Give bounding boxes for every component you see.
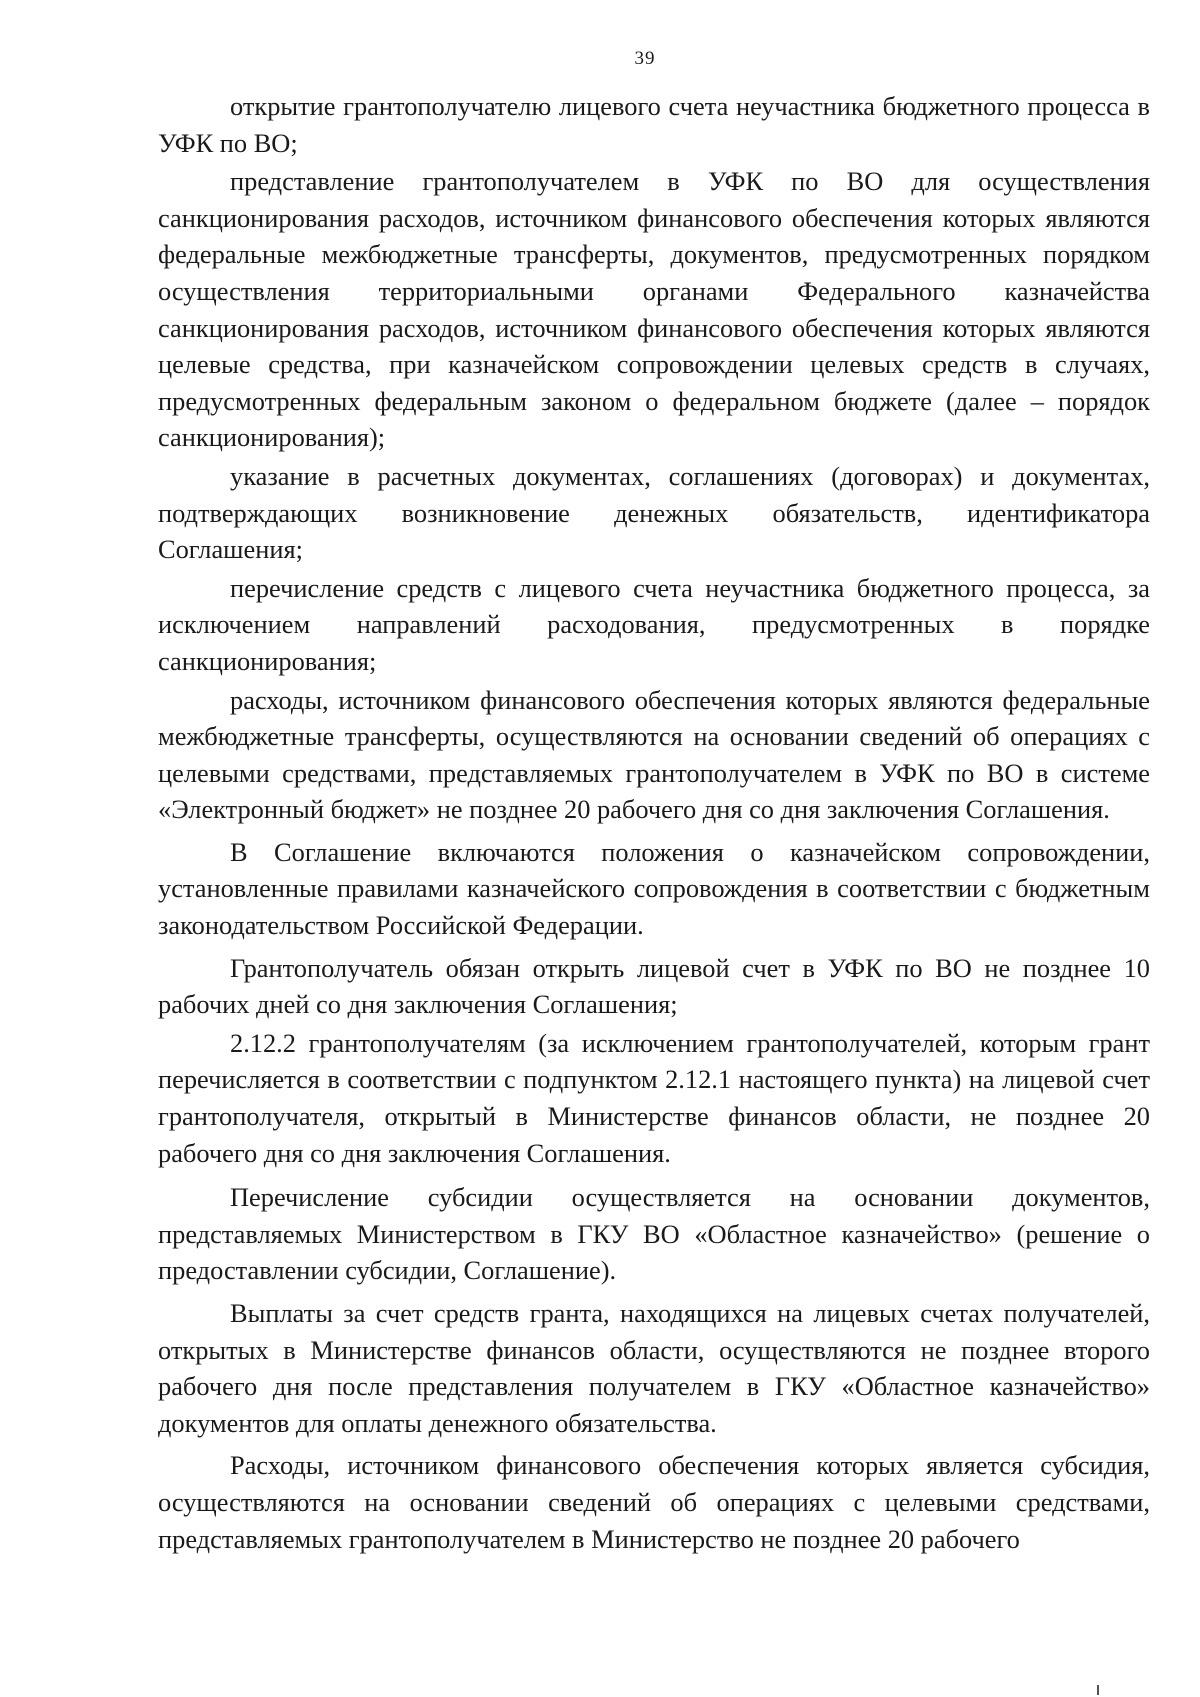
paragraph-10: Выплаты за счет средств гранта, находящихся на лицевых счетах получателей, открытых в Министерстве финансов области, осуществляются не позднее второго рабочего дня после представления получателем в ГКУ «Областное казначейство» документов для оплаты денежного обязательства.	[158, 1298, 1150, 1438]
paragraph-1: открытие грантополучателю лицевого счета неучастника бюджетного процесса в УФК по ВО;	[158, 91, 1150, 158]
paragraph-5: расходы, источником финансового обеспечения которых являются федеральные межбюджетные трансферты, осуществляются на основании сведений об операциях с целевыми средствами, представляемых грантополучателем в УФК по ВО в системе «Электронный бюджет» не позднее 20 рабочего дня со дня заключения Соглашения.	[158, 684, 1150, 825]
page-number: 39	[634, 48, 656, 69]
paragraph-4: перечисление средств с лицевого счета неучастника бюджетного процесса, за исключением направлений расходования, предусмотренных в порядке санкционирования;	[158, 572, 1150, 676]
paragraph-8: 2.12.2 грантополучателям (за исключением грантополучателей, которым грант перечисляется в соответствии с подпунктом 2.12.1 настоящего пункта) на лицевой счет грантополучателя, открытый в Министерстве финансов области, не позднее 20 рабочего дня со дня заключения Соглашения.	[158, 1027, 1150, 1168]
paragraph-7: Грантополучатель обязан открыть лицевой счет в УФК по ВО не позднее 10 рабочих дней со дня заключения Соглашения;	[158, 952, 1150, 1020]
paragraph-11: Расходы, источником финансового обеспечения которых является субсидия, осуществляются на основании сведений об операциях с целевыми средствами, представляемых грантополучателем в Министерство не позднее 20 рабочего	[158, 1450, 1150, 1554]
scan-speck	[1097, 1685, 1099, 1695]
document-body	[158, 88, 1150, 1557]
paragraph-6: В Соглашение включаются положения о казначейском сопровождении, установленные правилами казначейского сопровождения в соответствии с бюджетным законодательством Российской Федерации.	[158, 836, 1150, 941]
paragraph-3: указание в расчетных документах, соглашениях (договорах) и документах, подтверждающих возникновение денежных обязательств, идентификатора Соглашения;	[158, 460, 1150, 565]
paragraph-2: представление грантополучателем в УФК по ВО для осуществления санкционирования расходов, источником финансового обеспечения которых являются федеральные межбюджетные трансферты, документов, предусмотренных порядком осуществления территориальными органами Федерального казначейства санкционирования расходов, источником финансового обеспечения которых являются целевые средства, при казначейском сопровождении целевых средств в случаях, предусмотренных федеральным законом о федеральном бюджете (далее – порядок санкционирования);	[158, 166, 1150, 453]
paragraph-9: Перечисление субсидии осуществляется на основании документов, представляемых Министерством в ГКУ ВО «Областное казначейство» (решение о предоставлении субсидии, Соглашение).	[158, 1182, 1150, 1286]
